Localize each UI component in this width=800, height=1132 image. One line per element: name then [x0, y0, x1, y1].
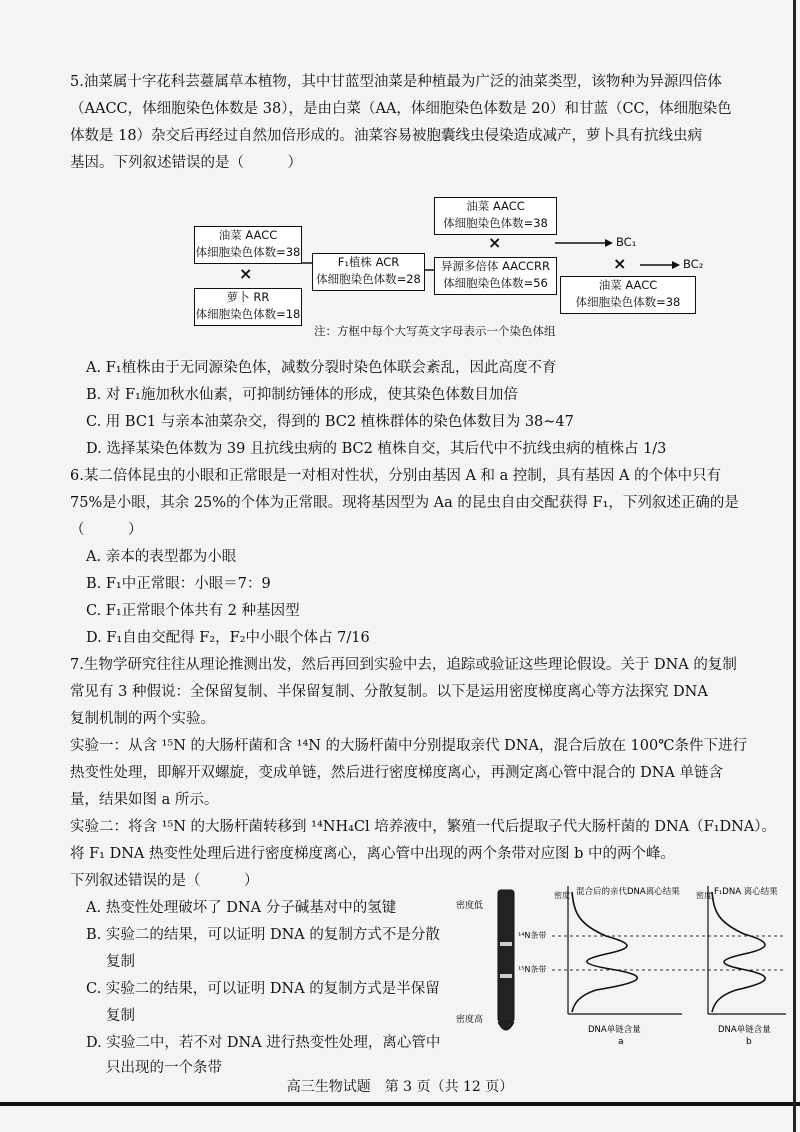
label-density-high: 密度高: [456, 1015, 484, 1025]
box-allopolyploid-count: 体细胞染色体数=56: [443, 276, 548, 290]
q5-stem-line-3: 体数是 18）杂交后再经过自然加倍形成的。油菜容易被胞囊线虫侵染造成减产，萝卜具有抗线虫病: [70, 128, 703, 144]
q7-option-b-line-1: B. 实验二的结果，可以证明 DNA 的复制方式不是分散: [86, 927, 440, 943]
box-f1-plant-name: F₁植株 ACR: [337, 255, 400, 269]
q7-option-a: A. 热变性处理破坏了 DNA 分子碱基对中的氢键: [86, 900, 397, 916]
label-band-15n: ¹⁵N条带: [518, 965, 547, 974]
panel-b-tag: b: [746, 1037, 752, 1047]
arrow-bc2-head: [672, 261, 680, 269]
q5-option-a: A. F₁植株由于无同源染色体，减数分裂时染色体联会紊乱，因此高度不育: [86, 360, 557, 376]
page-footer: 高三生物试题 第 3 页（共 12 页）: [286, 1079, 514, 1095]
box-oilseed-cross-1-count: 体细胞染色体数=38: [443, 216, 548, 230]
box-f1-plant-count: 体细胞染色体数=28: [316, 272, 421, 286]
panel-a-tag: a: [618, 1037, 624, 1047]
box-oilseed-cross-2-count: 体细胞染色体数=38: [575, 295, 681, 309]
box-allopolyploid: [434, 257, 557, 295]
box-oilseed-parent-name: 油菜 AACC: [218, 228, 278, 242]
box-oilseed-cross-1: [434, 197, 557, 235]
panel-b-curve: [712, 892, 765, 1012]
q7-exp1-line-1: 实验一：从含 ¹⁵N 的大肠杆菌和含 ¹⁴N 的大肠杆菌中分别提取亲代 DNA，混合后放在 100℃条件下进行: [70, 738, 747, 754]
box-radish-parent-count: 体细胞染色体数=18: [195, 307, 301, 321]
q7-option-c-line-1: C. 实验二的结果，可以证明 DNA 的复制方式是半保留: [86, 981, 440, 997]
box-oilseed-cross-1-name: 油菜 AACC: [466, 199, 525, 213]
cross-symbol-2: ×: [488, 233, 502, 252]
panel-b-xlabel: DNA单链含量: [718, 1025, 771, 1035]
panel-a: [554, 886, 682, 1047]
q5-option-b: B. 对 F₁施加秋水仙素，可抑制纺锤体的形成，使其染色体数目加倍: [86, 387, 518, 403]
cross-symbol-1: ×: [239, 264, 253, 283]
q6-stem-line-1: 6.某二倍体昆虫的小眼和正常眼是一对相对性状，分别由基因 A 和 a 控制，具有基因 A 的个体中只有: [70, 468, 722, 484]
label-density-low: 密度低: [456, 901, 484, 911]
label-band-14n: ¹⁴N条带: [518, 931, 547, 940]
q6-stem-line-2: 75%是小眼，其余 25%的个体为正常眼。现将基因型为 Aa 的昆虫自由交配获得 F₁，下列叙述正确的是: [70, 495, 739, 511]
box-radish-parent: [194, 288, 302, 326]
centrifuge-tube: [498, 890, 514, 1030]
q6-option-c: C. F₁正常眼个体共有 2 种基因型: [86, 603, 300, 619]
q6-stem-line-3: （ ）: [70, 522, 143, 538]
box-f1-plant: [312, 253, 425, 291]
box-oilseed-parent-count: 体细胞染色体数=38: [195, 245, 301, 259]
tube-band-15n: [500, 974, 512, 978]
panel-a-axis-label: 密度: [554, 891, 570, 900]
q6-option-d: D. F₁自由交配得 F₂，F₂中小眼个体占 7/16: [86, 630, 370, 646]
q7-exp1-line-2: 热变性处理，即解开双螺旋，变成单链，然后进行密度梯度离心，再测定离心管中混合的 DNA 单链含: [70, 765, 723, 781]
panel-a-curve: [572, 892, 637, 1012]
label-bc2: BC₂: [683, 257, 704, 271]
q7-option-b-line-2: 复制: [106, 954, 135, 970]
box-oilseed-parent: [194, 226, 302, 264]
box-oilseed-cross-2-name: 油菜 AACC: [598, 278, 658, 292]
q5-stem-line-2: （AACC，体细胞染色体数是 38），是由白菜（AA，体细胞染色体数是 20）和甘蓝（CC，体细胞染色: [70, 101, 732, 117]
q5-stem-line-1: 5.油菜属十字花科芸薹属草本植物，其中甘蓝型油菜是种植最为广泛的油菜类型，该物种为异源四倍体: [70, 74, 722, 90]
label-bc1: BC₁: [616, 235, 637, 249]
box-radish-parent-name: 萝卜 RR: [226, 290, 270, 304]
box-oilseed-cross-2: [560, 276, 696, 314]
q6-option-a: A. 亲本的表型都为小眼: [86, 549, 237, 565]
diagram-note: 注：方框中每个大写英文字母表示一个染色体组: [314, 324, 556, 338]
panel-b-title: F₁DNA 离心结果: [714, 887, 778, 897]
q7-exp2-line-2: 将 F₁ DNA 热变性处理后进行密度梯度离心，离心管中出现的两个条带对应图 b 中的两个峰。: [70, 846, 675, 862]
panel-a-xlabel: DNA单链含量: [588, 1025, 641, 1035]
arrow-bc1-head: [605, 239, 613, 247]
panel-a-title: 混合后的亲代DNA离心结果: [576, 887, 680, 897]
q7-exp1-line-3: 量，结果如图 a 所示。: [70, 792, 219, 808]
q5-option-d: D. 选择某染色体数为 39 且抗线虫病的 BC2 植株自交，其后代中不抗线虫病的植株占 1/3: [86, 441, 667, 457]
q7-option-d-line-1: D. 实验二中，若不对 DNA 进行热变性处理，离心管中: [86, 1035, 441, 1051]
bottom-rule: [0, 1102, 800, 1106]
cross-symbol-3: ×: [613, 254, 627, 273]
q7-stem-line-3: 复制机制的两个实验。: [70, 711, 215, 727]
q7-stem-line-1: 7.生物学研究往往从理论推测出发，然后再回到实验中去，追踪或验证这些理论假设。关于 DNA 的复制: [70, 657, 737, 673]
q7-stem-line-2: 常见有 3 种假说：全保留复制、半保留复制、分散复制。以下是运用密度梯度离心等方法探究 DNA: [70, 684, 708, 700]
q5-option-c: C. 用 BC1 与亲本油菜杂交，得到的 BC2 植株群体的染色体数目为 38~47: [86, 414, 574, 430]
box-allopolyploid-name: 异源多倍体 AACCRR: [440, 259, 551, 273]
q6-option-b: B. F₁中正常眼：小眼＝7：9: [86, 576, 271, 592]
q7-question: 下列叙述错误的是（ ）: [70, 873, 259, 889]
right-edge-rule: [793, 0, 796, 1132]
panel-b-axis-label: 密度: [696, 891, 712, 900]
tube-band-14n: [500, 942, 512, 946]
q7-figure: [456, 872, 796, 1072]
panel-b: [696, 886, 786, 1047]
q7-option-d-line-2: 只出现的一个条带: [106, 1060, 222, 1076]
q7-option-c-line-2: 复制: [106, 1008, 135, 1024]
q5-stem-line-4: 基因。下列叙述错误的是（ ）: [70, 155, 302, 171]
q7-exp2-line-1: 实验二：将含 ¹⁵N 的大肠杆菌转移到 ¹⁴NH₄Cl 培养液中，繁殖一代后提取子代大肠杆菌的 DNA（F₁DNA）。: [70, 819, 777, 835]
